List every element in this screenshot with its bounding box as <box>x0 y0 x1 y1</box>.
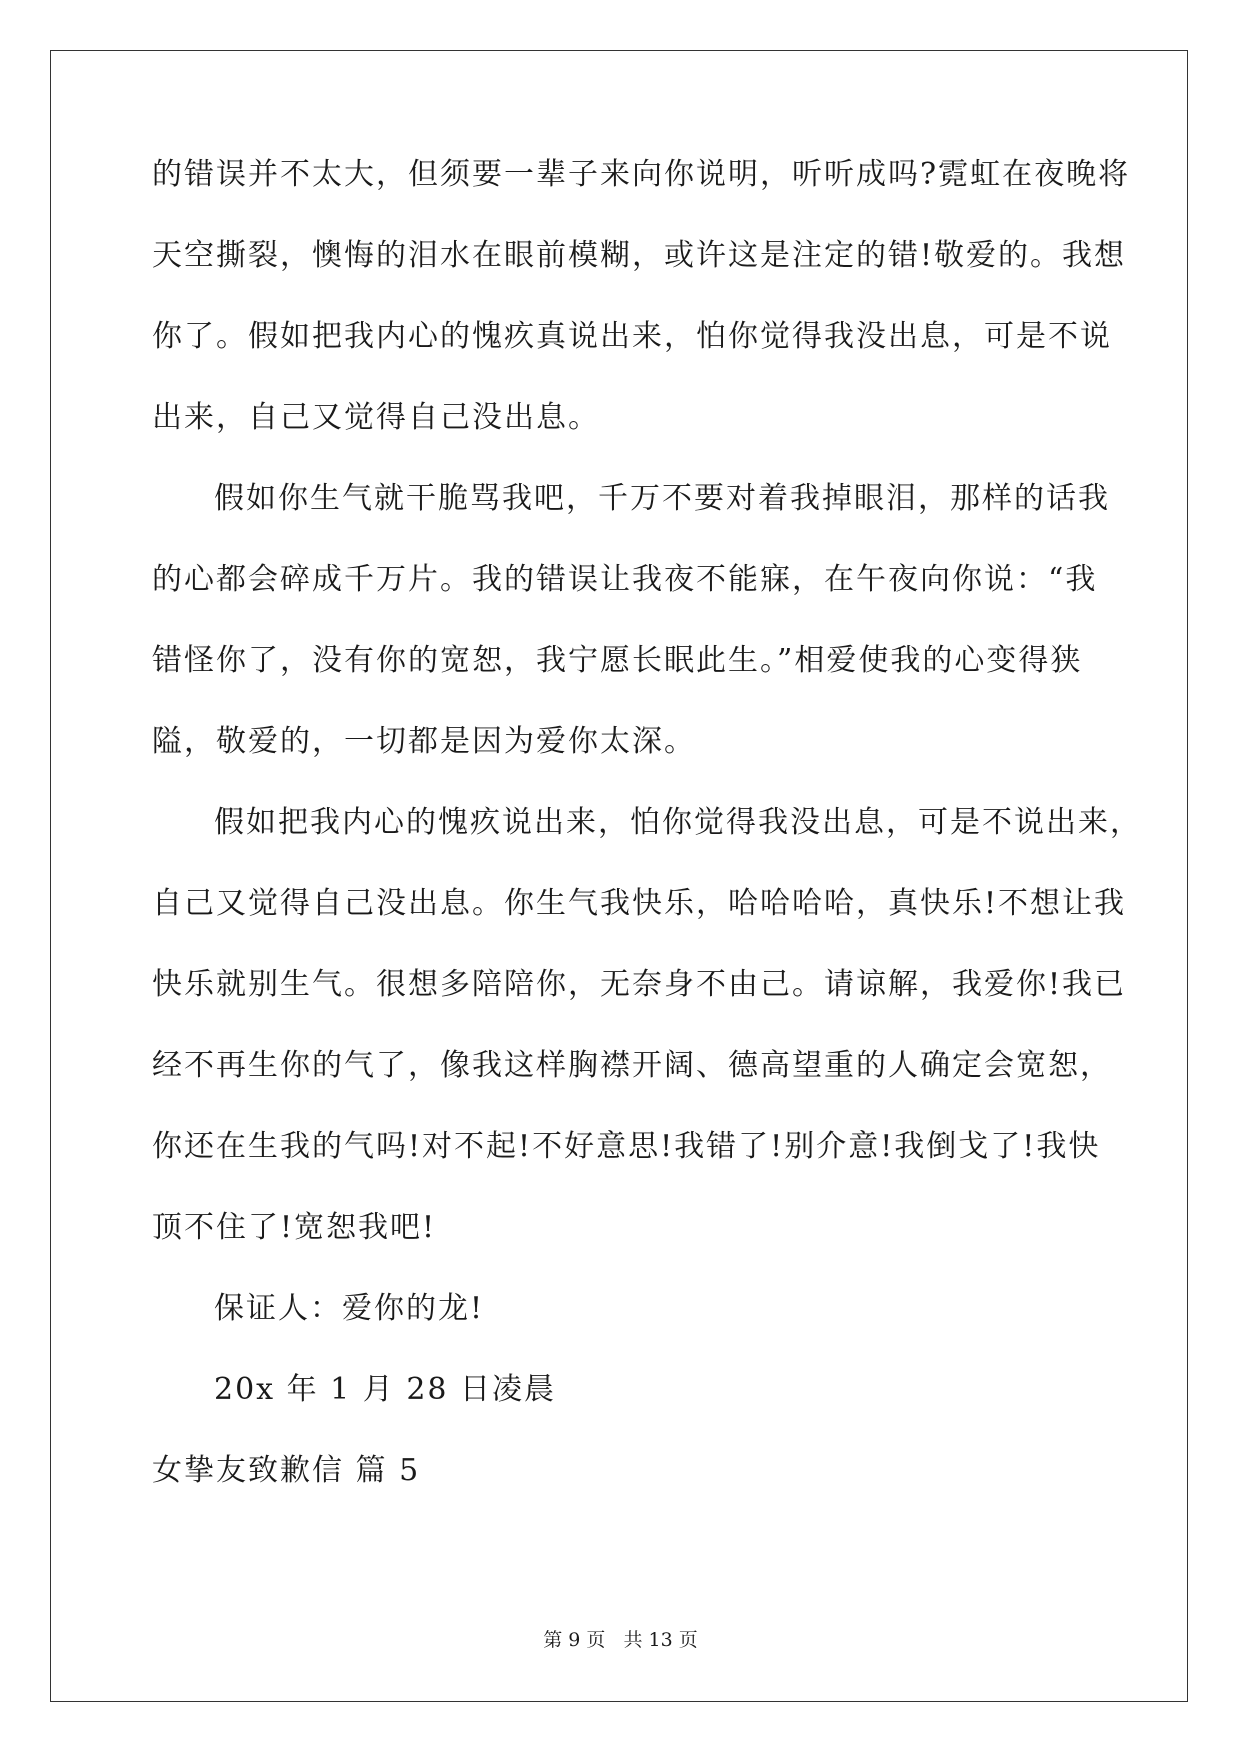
document-body <box>152 157 1142 1488</box>
section-heading: 女挚友致歉信 篇 5 <box>152 1453 421 1488</box>
text-line: 出来，自己又觉得自己没出息。 <box>152 400 600 435</box>
page-number: 第 9 页 共 13 页 <box>543 1629 698 1651</box>
text-line: 自己又觉得自己没出息。你生气我快乐，哈哈哈哈，真快乐!不想让我 <box>152 886 1127 921</box>
text-line: 的心都会碎成千万片。我的错误让我夜不能寐，在午夜向你说：“我 <box>152 562 1098 597</box>
text-line: 顶不住了!宽恕我吧! <box>152 1210 437 1245</box>
text-line: 的错误并不太大，但须要一辈子来向你说明，听听成吗?霓虹在夜晚将 <box>152 157 1131 192</box>
text-line: 天空撕裂，懊悔的泪水在眼前模糊，或许这是注定的错!敬爱的。我想 <box>152 238 1127 273</box>
text-line: 你了。假如把我内心的愧疚真说出来，怕你觉得我没出息，可是不说 <box>152 319 1112 354</box>
text-line: 假如你生气就干脆骂我吧，千万不要对着我掉眼泪，那样的话我 <box>214 481 1110 516</box>
text-line: 你还在生我的气吗!对不起!不好意思!我错了!别介意!我倒戈了!我快 <box>152 1129 1101 1164</box>
text-line: 快乐就别生气。很想多陪陪你，无奈身不由己。请谅解，我爱你!我已 <box>152 967 1127 1002</box>
text-line: 假如把我内心的愧疚说出来，怕你觉得我没出息，可是不说出来， <box>214 805 1142 840</box>
text-line: 错怪你了，没有你的宽恕，我宁愿长眠此生。”相爱使我的心变得狭 <box>152 643 1083 678</box>
text-line: 经不再生你的气了，像我这样胸襟开阔、德高望重的人确定会宽恕， <box>152 1048 1112 1083</box>
text-line: 隘，敬爱的，一切都是因为爱你太深。 <box>152 724 696 759</box>
date-line: 20x 年 1 月 28 日凌晨 <box>214 1372 557 1407</box>
signature-line: 保证人：爱你的龙! <box>214 1291 485 1326</box>
